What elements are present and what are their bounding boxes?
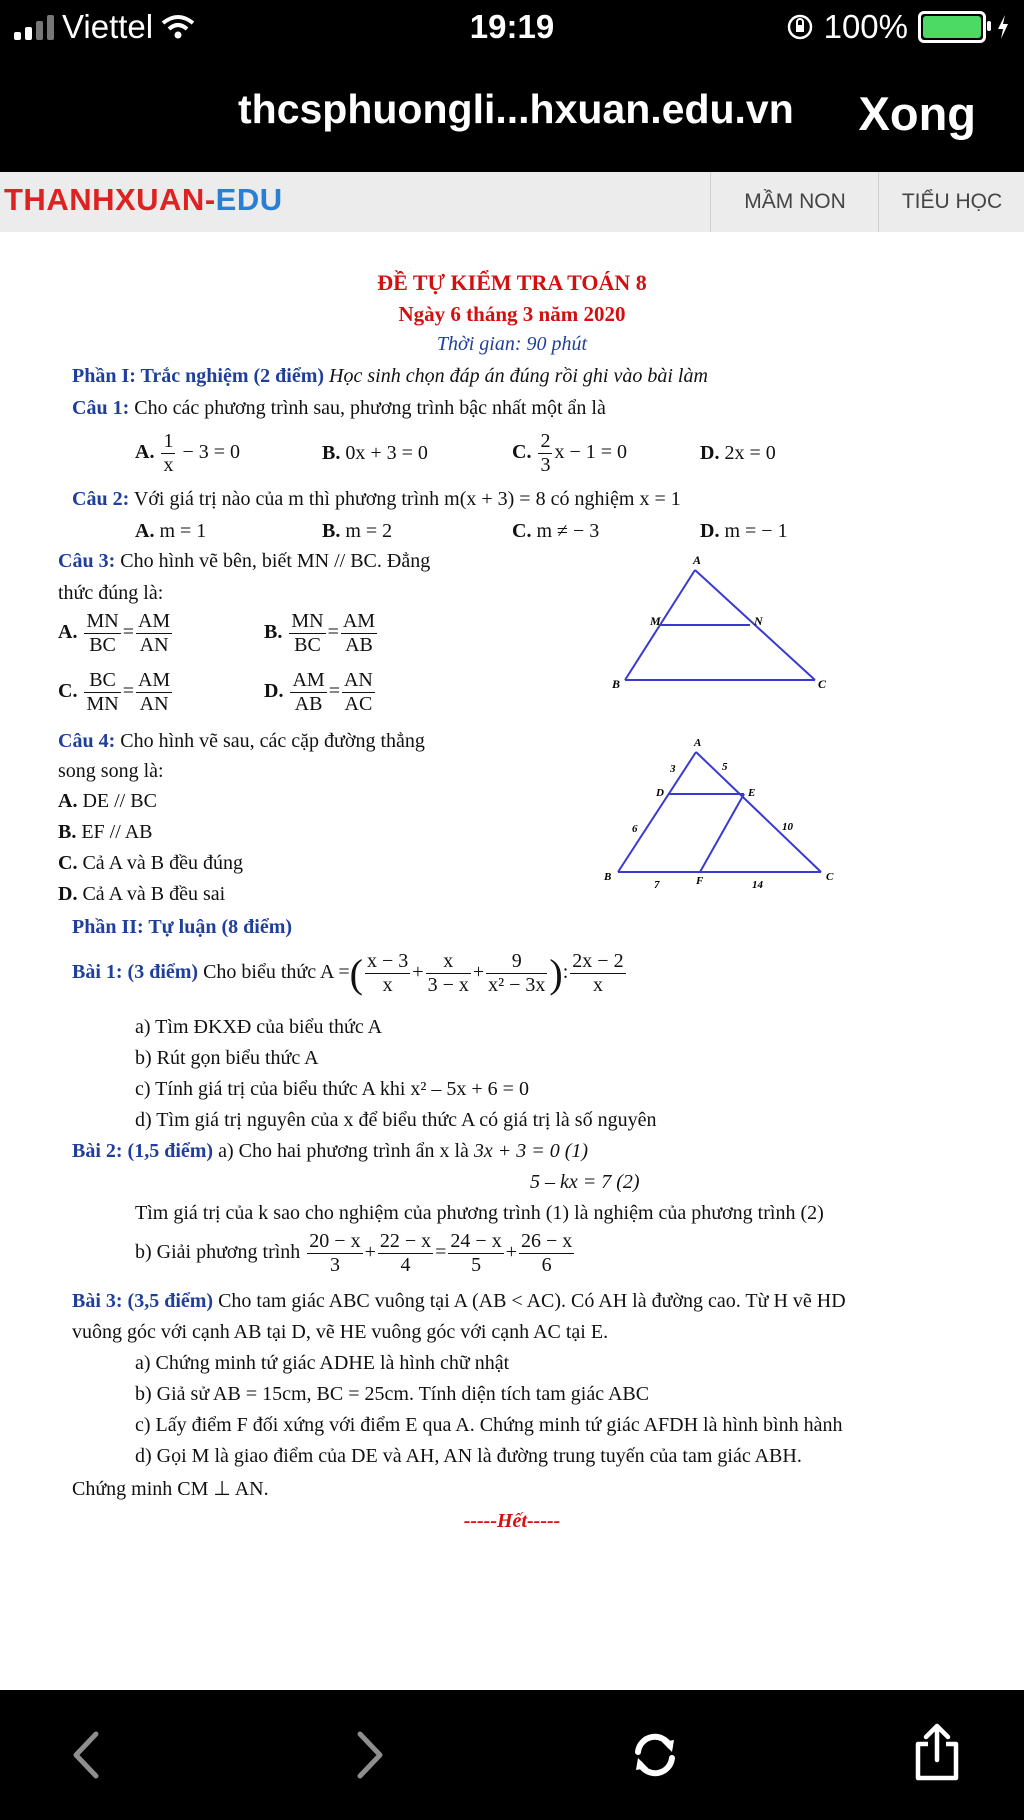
forward-icon[interactable] bbox=[352, 1730, 388, 1780]
bai3-part-c: c) Lấy điểm F đối xứng với điểm E qua A. Chứng minh tứ giác AFDH là hình bình hành bbox=[135, 1414, 843, 1436]
bai3-part-d-line2: Chứng minh CM ⊥ AN. bbox=[72, 1478, 269, 1500]
q3-option-d: D. $\frac{AM}{AB}$ = $\frac{AN}{AC}$ bbox=[264, 669, 373, 715]
q1-option-c: C. $\frac{2}{3}$ x − 1 = 0 bbox=[512, 430, 628, 476]
site-logo[interactable]: THANHXUAN-EDU bbox=[4, 182, 283, 217]
q3-option-c: C. $\frac{BC}{MN}$ = $\frac{AM}{AN}$ bbox=[58, 669, 171, 715]
q3-label-n: N bbox=[754, 614, 763, 628]
q4-triangle-figure bbox=[596, 732, 846, 892]
bai2-task: Tìm giá trị của k sao cho nghiệm của phương trình (1) là nghiệm của phương trình (2) bbox=[135, 1202, 824, 1224]
q4-label-a: A bbox=[694, 737, 702, 749]
doc-date: Ngày 6 tháng 3 năm 2020 bbox=[398, 302, 626, 326]
q4-label-e: E bbox=[748, 787, 756, 799]
bai1-part-b: b) Rút gọn biểu thức A bbox=[135, 1047, 319, 1069]
q4-text-line2: song song là: bbox=[58, 760, 164, 782]
q1-text: Câu 1: Cho các phương trình sau, phương trình bậc nhất một ẩn là bbox=[72, 397, 606, 419]
q1-option-a: A. $\frac{1}{x}$ − 3 = 0 bbox=[135, 430, 241, 476]
q3-text-line2: thức đúng là: bbox=[58, 582, 164, 604]
q4-len-ae: 5 bbox=[722, 761, 728, 773]
q3-label-c: C bbox=[818, 677, 827, 691]
battery-percent: 100% bbox=[823, 8, 908, 45]
doc-title: ĐỀ TỰ KIỂM TRA TOÁN 8 bbox=[377, 270, 647, 295]
orientation-lock-icon bbox=[786, 13, 814, 41]
back-icon[interactable] bbox=[68, 1730, 104, 1780]
q4-len-db: 6 bbox=[632, 823, 638, 835]
q3-option-b: B. $\frac{MN}{BC}$ = $\frac{AM}{AB}$ bbox=[264, 610, 376, 656]
carrier-label: Viettel bbox=[62, 8, 154, 45]
q2-option-c: C. m ≠ − 3 bbox=[512, 520, 600, 542]
refresh-icon[interactable] bbox=[628, 1728, 682, 1782]
q2-option-b: B. m = 2 bbox=[322, 520, 393, 542]
q4-len-bf: 7 bbox=[654, 879, 660, 891]
bai2-part-b: b) Giải phương trình $\frac{20 - x}{3}$ + $\frac{22 - x}{4}$ = $\frac{24 - x}{5}$ + $\frac{26 - x}{6}$ bbox=[135, 1230, 573, 1276]
q2-option-d: D. m = − 1 bbox=[700, 520, 788, 542]
q4-text-line1: Câu 4: Cho hình vẽ sau, các cặp đường thẳng bbox=[58, 730, 425, 752]
q3-triangle-figure bbox=[600, 550, 840, 710]
site-header bbox=[0, 172, 1024, 232]
doc-end-marker: -----Hết----- bbox=[463, 1510, 561, 1532]
bai1-part-c: c) Tính giá trị của biểu thức A khi x² – 5x + 6 = 0 bbox=[135, 1078, 529, 1100]
q4-option-a: A. DE // BC bbox=[58, 790, 157, 812]
doc-duration: Thời gian: 90 phút bbox=[436, 333, 588, 355]
q4-option-d: D. Cả A và B đều sai bbox=[58, 883, 226, 905]
bai3-part-a: a) Chứng minh tứ giác ADHE là hình chữ nhật bbox=[135, 1352, 510, 1374]
q4-option-c: C. Cả A và B đều đúng bbox=[58, 852, 243, 874]
q4-len-fc: 14 bbox=[752, 879, 763, 891]
q4-len-ad: 3 bbox=[670, 763, 676, 775]
bai3-part-d-line1: d) Gọi M là giao điểm của DE và AH, AN là đường trung tuyến của tam giác ABH. bbox=[135, 1445, 802, 1467]
q3-label-a: A bbox=[693, 553, 702, 567]
browser-top-bar bbox=[0, 0, 1024, 172]
browser-bottom-toolbar bbox=[0, 1690, 1024, 1820]
q3-label-b: B bbox=[612, 677, 621, 691]
part1-heading: Phần I: Trắc nghiệm (2 điểm) Học sinh chọn đáp án đúng rồi ghi vào bài làm bbox=[72, 365, 708, 387]
bai2-statement: Bài 2: (1,5 điểm) a) Cho hai phương trình ẩn x là 3x + 3 = 0 (1) bbox=[72, 1140, 589, 1162]
bai3-line1: Bài 3: (3,5 điểm) Cho tam giác ABC vuông tại A (AB < AC). Có AH là đường cao. Từ H vẽ HD bbox=[72, 1290, 846, 1312]
q2-text: Câu 2: Với giá trị nào của m thì phương trình m(x + 3) = 8 có nghiệm x = 1 bbox=[72, 488, 681, 510]
bai2-eq2: 5 – kx = 7 (2) bbox=[530, 1171, 640, 1193]
status-bar bbox=[0, 0, 1024, 60]
q3-text-line1: Câu 3: Cho hình vẽ bên, biết MN // BC. Đẳng bbox=[58, 550, 431, 572]
bai3-part-b: b) Giả sử AB = 15cm, BC = 25cm. Tính diện tích tam giác ABC bbox=[135, 1383, 650, 1405]
q3-option-a: A. $\frac{MN}{BC}$ = $\frac{AM}{AN}$ bbox=[58, 610, 171, 656]
document-page bbox=[0, 232, 1024, 1690]
url-address[interactable]: thcsphuongli...hxuan.edu.vn bbox=[238, 86, 794, 132]
bai1-part-d: d) Tìm giá trị nguyên của x để biểu thức A có giá trị là số nguyên bbox=[135, 1109, 657, 1131]
part2-heading: Phần II: Tự luận (8 điểm) bbox=[72, 916, 293, 938]
charging-icon bbox=[996, 14, 1010, 40]
q4-label-b: B bbox=[604, 871, 612, 883]
bai3-line2: vuông góc với cạnh AB tại D, vẽ HE vuông góc với cạnh AC tại E. bbox=[72, 1321, 609, 1343]
q4-len-ec: 10 bbox=[782, 821, 793, 833]
q2-option-a: A. m = 1 bbox=[135, 520, 207, 542]
q1-option-b: B. 0x + 3 = 0 bbox=[322, 442, 428, 464]
q4-label-d: D bbox=[656, 787, 664, 799]
share-icon[interactable] bbox=[912, 1722, 962, 1782]
clock: 19:19 bbox=[469, 8, 555, 45]
q4-option-b: B. EF // AB bbox=[58, 821, 153, 843]
tab-tieu-hoc[interactable]: TIỂU HỌC bbox=[878, 172, 1024, 232]
q4-label-f: F bbox=[696, 875, 704, 887]
battery-icon bbox=[918, 11, 986, 43]
done-button[interactable]: Xong bbox=[858, 87, 976, 140]
q4-label-c: C bbox=[826, 871, 834, 883]
tab-mam-non[interactable]: MẦM NON bbox=[710, 172, 879, 232]
bai1-part-a: a) Tìm ĐKXĐ của biểu thức A bbox=[135, 1016, 383, 1038]
q3-label-m: M bbox=[650, 614, 661, 628]
q1-option-d: D. 2x = 0 bbox=[700, 442, 776, 464]
bai1-statement: Bài 1: (3 điểm) Cho biểu thức A =( $\frac{x - 3}{x}$ + $\frac{x}{3 - x}$ + $\frac{9}{\text{x² − 3x}}$ ): $\frac{2x - 2}{x}$ bbox=[72, 950, 624, 996]
